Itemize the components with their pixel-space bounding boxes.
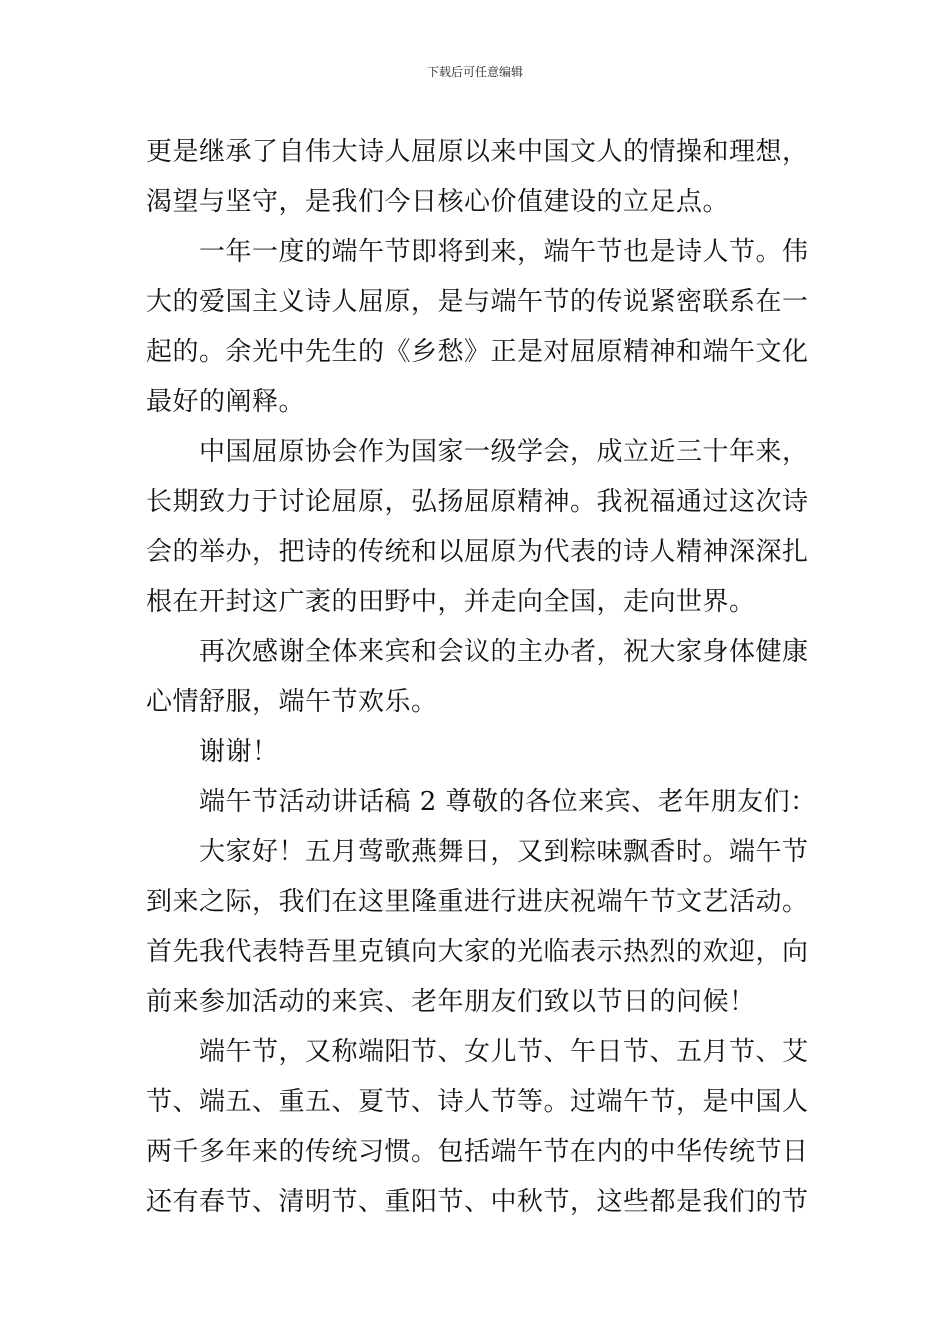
text-line: 到来之际，我们在这里隆重进行进庆祝端午节文艺活动。 bbox=[146, 887, 809, 917]
text-line: 心情舒服，端午节欢乐。 bbox=[146, 687, 438, 717]
paragraph-start-line: 端午节活动讲话稿 2 尊敬的各位来宾、老年朋友们： bbox=[199, 787, 817, 817]
text-line: 会的举办，把诗的传统和以屈原为代表的诗人精神深深扎 bbox=[146, 537, 809, 567]
text-line: 首先我代表特吾里克镇向大家的光临表示热烈的欢迎，向 bbox=[146, 937, 809, 967]
page-header: 下载后可任意编辑 bbox=[426, 65, 523, 79]
text-line: 起的。余光中先生的《乡愁》正是对屈原精神和端午文化 bbox=[146, 337, 809, 367]
text-line: 还有春节、清明节、重阳节、中秋节，这些都是我们的节 bbox=[146, 1187, 809, 1217]
text-line: 更是继承了自伟大诗人屈原以来中国文人的情操和理想， bbox=[146, 137, 809, 167]
text-line: 渴望与坚守，是我们今日核心价值建设的立足点。 bbox=[146, 187, 730, 217]
paragraph-start-line: 大家好！五月莺歌燕舞日，又到粽味飘香时。端午节 bbox=[199, 837, 809, 867]
paragraph-start-line: 中国屈原协会作为国家一级学会，成立近三十年来， bbox=[199, 437, 809, 467]
paragraph-start-line: 端午节，又称端阳节、女儿节、午日节、五月节、艾 bbox=[199, 1037, 809, 1067]
text-line: 最好的阐释。 bbox=[146, 387, 306, 417]
text-line: 两千多年来的传统习惯。包括端午节在内的中华传统节日 bbox=[146, 1137, 809, 1167]
document-body bbox=[146, 127, 817, 1227]
paragraph-start-line: 再次感谢全体来宾和会议的主办者，祝大家身体健康 bbox=[199, 637, 809, 667]
text-line: 节、端五、重五、夏节、诗人节等。过端午节，是中国人 bbox=[146, 1087, 809, 1117]
text-line: 大的爱国主义诗人屈原，是与端午节的传说紧密联系在一 bbox=[146, 287, 809, 317]
text-line: 根在开封这广袤的田野中，并走向全国，走向世界。 bbox=[146, 587, 756, 617]
paragraph-start-line: 一年一度的端午节即将到来，端午节也是诗人节。伟 bbox=[199, 237, 809, 267]
paragraph-start-line: 谢谢！ bbox=[199, 737, 279, 767]
text-line: 长期致力于讨论屈原，弘扬屈原精神。我祝福通过这次诗 bbox=[146, 487, 809, 517]
text-line: 前来参加活动的来宾、老年朋友们致以节日的问候！ bbox=[146, 987, 756, 1017]
